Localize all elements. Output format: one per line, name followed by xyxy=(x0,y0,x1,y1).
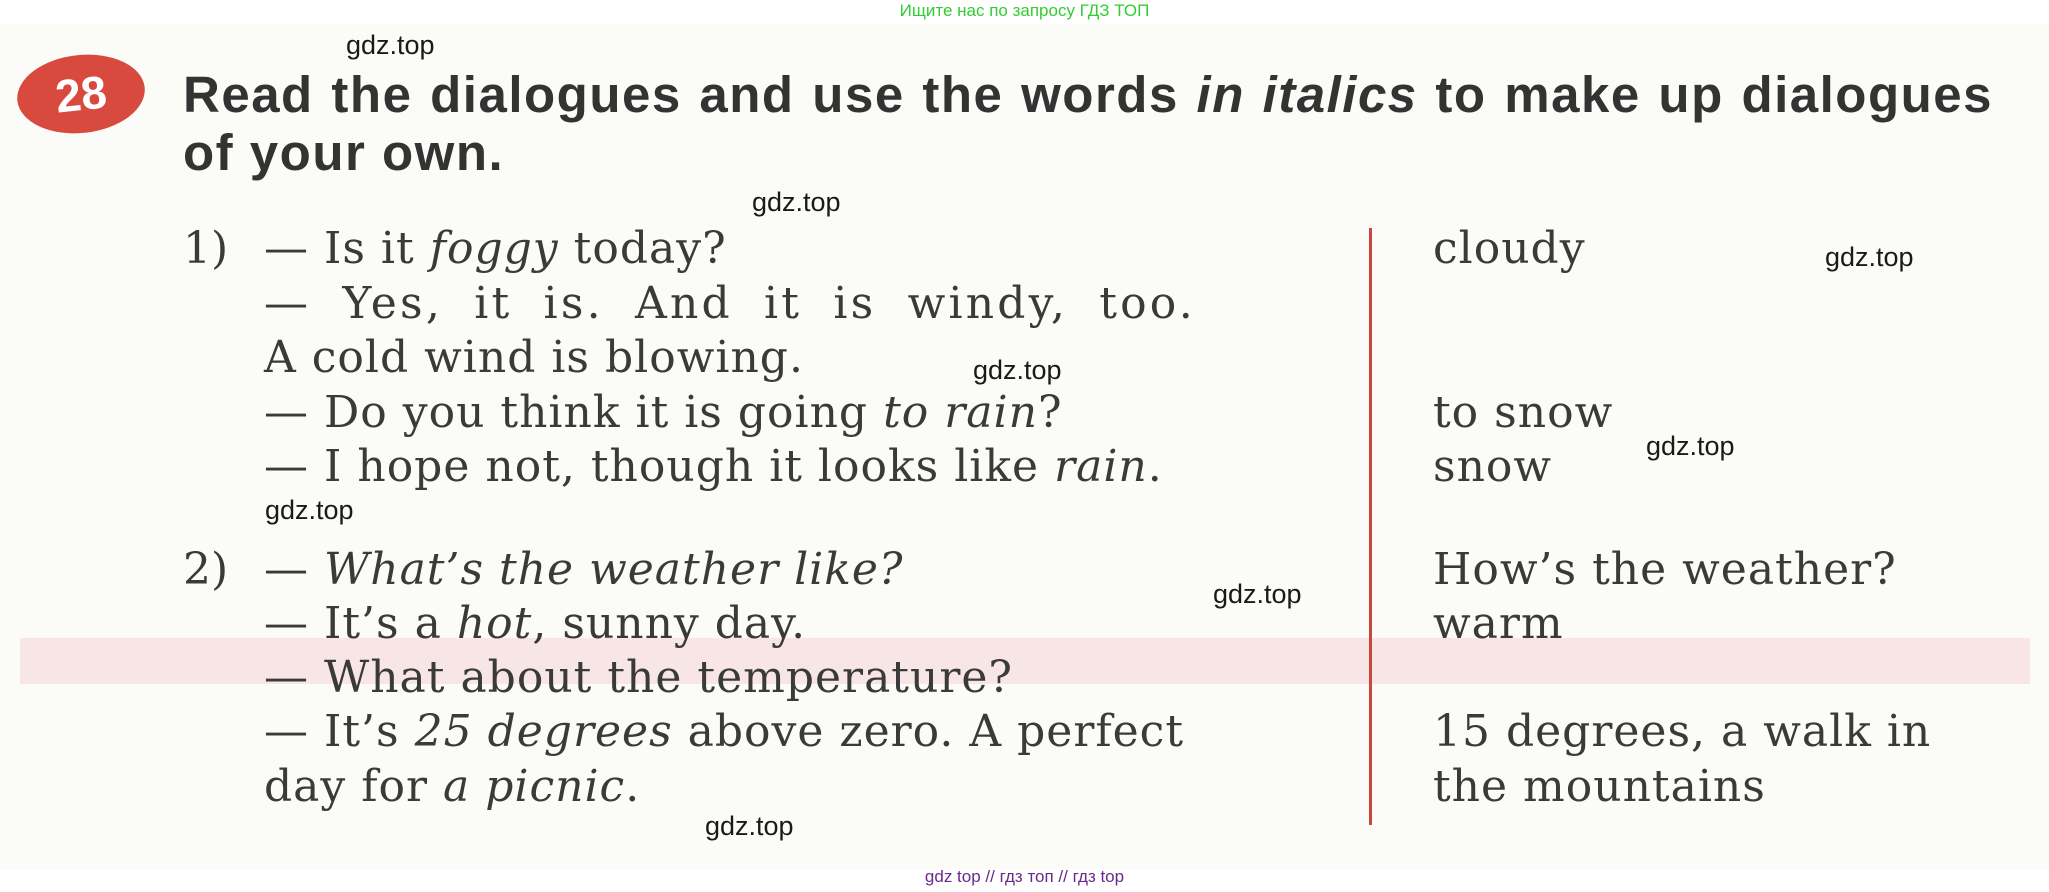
dialogue-1-line-1: — Is it foggy today? xyxy=(264,223,727,274)
dialogue-1-line-4: — Do you think it is going to rain? xyxy=(264,387,1063,438)
alternative-hows-the-weather: How’s the weather? xyxy=(1433,544,1897,595)
column-divider xyxy=(1369,228,1372,825)
alternative-cloudy: cloudy xyxy=(1433,223,1586,274)
dialogue-2-line-3: — What about the temperature? xyxy=(264,652,1013,703)
watermark: gdz.top xyxy=(705,811,794,841)
top-banner: Ищите нас по запросу ГДЗ ТОП xyxy=(899,1,1150,20)
watermark: gdz.top xyxy=(346,30,435,60)
dialogue-1-line-2: — Yes, it is. And it is windy, too. xyxy=(264,278,1196,329)
watermark: gdz.top xyxy=(1825,242,1914,272)
dialogue-1-line-5: — I hope not, though it looks like rain. xyxy=(264,441,1163,492)
dialogue-1-line-3: A cold wind is blowing. xyxy=(264,332,804,383)
dialogue-2-number: 2) xyxy=(183,544,229,595)
alternative-15-degrees: 15 degrees, a walk in xyxy=(1433,706,1932,757)
instruction-text-1: Read the dialogues and use the words xyxy=(183,66,1197,123)
dialogue-2-line-2: — It’s a hot, sunny day. xyxy=(264,598,807,649)
alternative-warm: warm xyxy=(1433,598,1564,649)
watermark: gdz.top xyxy=(973,355,1062,385)
watermark: gdz.top xyxy=(752,187,841,217)
watermark: gdz.top xyxy=(1646,431,1735,461)
watermark: gdz.top xyxy=(265,495,354,525)
dialogue-1-number: 1) xyxy=(183,223,229,274)
dialogue-2-line-5: day for a picnic. xyxy=(264,761,641,812)
exercise-instruction xyxy=(183,66,1993,182)
footer-links: gdz top // гдз топ // гдз top xyxy=(924,867,1125,886)
dialogue-2-line-1: — What’s the weather like? xyxy=(264,544,904,595)
instruction-italic: in italics xyxy=(1196,66,1418,123)
alternative-the-mountains: the mountains xyxy=(1433,761,1766,812)
exercise-number-badge: 28 xyxy=(13,49,148,140)
watermark: gdz.top xyxy=(1213,579,1302,609)
alternative-to-snow: to snow xyxy=(1433,387,1614,438)
instruction-text-2: to make up dialogues of your own. xyxy=(183,66,1993,181)
alternative-snow: snow xyxy=(1433,441,1553,492)
dialogue-2-line-4: — It’s 25 degrees above zero. A perfect xyxy=(264,706,1185,757)
